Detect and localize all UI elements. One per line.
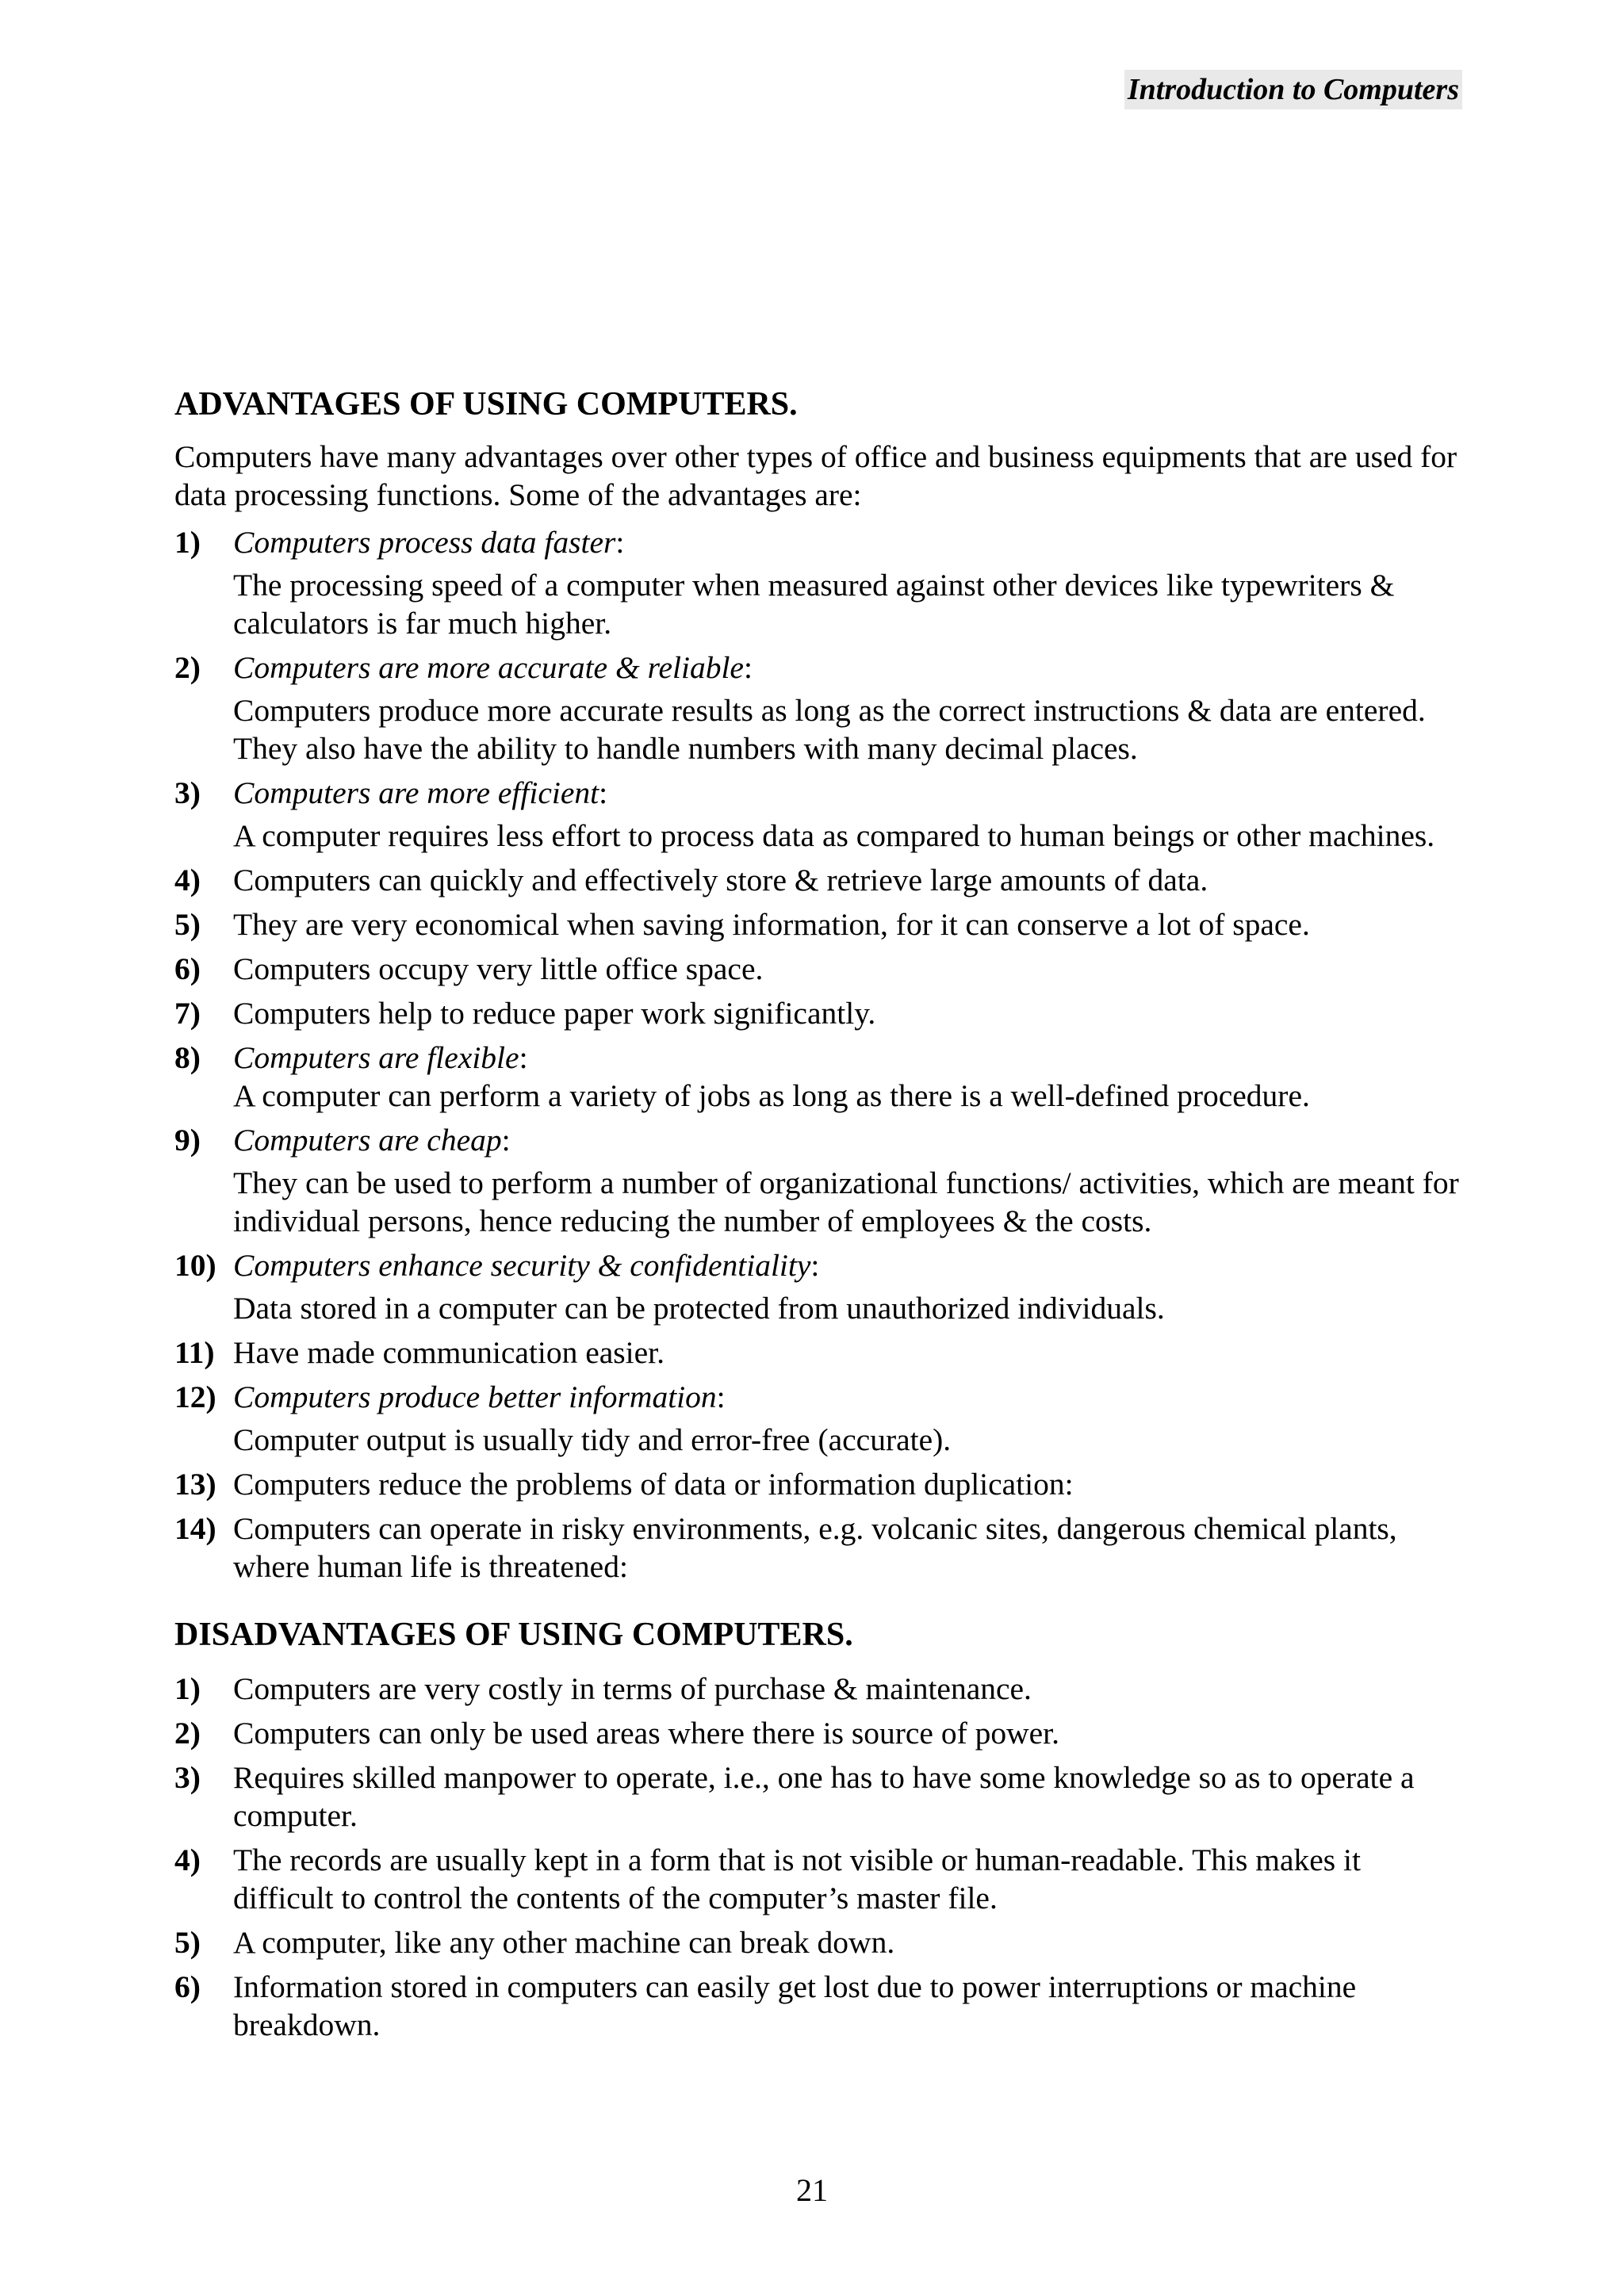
disadvantage-item-4 <box>174 1841 1467 1917</box>
item-text: They are very economical when saving information, for it can conserve a lot of space. <box>233 907 1310 942</box>
advantages-intro: Computers have many advantages over other types of office and business equipments that are used for data processing functions. Some of the advantages are: <box>174 439 1457 512</box>
advantage-item-12 <box>174 1378 1467 1459</box>
running-header-title: Introduction to Computers <box>1124 70 1462 109</box>
item-separator: : <box>743 650 753 685</box>
disadvantage-item-3 <box>174 1758 1467 1835</box>
disadvantage-item-5 <box>174 1923 1467 1961</box>
advantages-heading: ADVANTAGES OF USING COMPUTERS. <box>174 386 798 423</box>
item-number: 3) <box>174 775 201 810</box>
item-text: Computers occupy very little office space. <box>233 951 764 986</box>
advantage-item-14 <box>174 1510 1467 1586</box>
item-text: Computers can only be used areas where there is source of power. <box>233 1716 1060 1751</box>
item-text: Have made communication easier. <box>233 1335 665 1370</box>
disadvantages-list <box>174 1670 1467 2044</box>
item-text: A computer, like any other machine can break down. <box>233 1925 895 1960</box>
advantage-item-10 <box>174 1246 1467 1327</box>
item-number: 10) <box>174 1248 216 1283</box>
disadvantage-item-1 <box>174 1670 1467 1708</box>
item-text: Computers can quickly and effectively store & retrieve large amounts of data. <box>233 863 1208 897</box>
item-description: A computer requires less effort to process data as compared to human beings or other machines. <box>233 818 1435 853</box>
item-number: 3) <box>174 1760 201 1795</box>
item-separator: : <box>615 525 625 560</box>
advantage-item-5 <box>174 905 1467 943</box>
item-description: Computer output is usually tidy and error-free (accurate). <box>233 1422 952 1457</box>
item-number: 1) <box>174 525 201 560</box>
page-number: 21 <box>796 2172 828 2208</box>
advantage-item-9 <box>174 1121 1467 1240</box>
advantage-item-4 <box>174 861 1467 899</box>
advantage-item-2 <box>174 649 1467 767</box>
item-text: Requires skilled manpower to operate, i.e., one has to have some knowledge so as to operate a computer. <box>233 1760 1415 1833</box>
item-description: Computers produce more accurate results as long as the correct instructions & data are entered. They also have the ability to handle numbers with many decimal places. <box>233 693 1426 766</box>
item-title: Computers are cheap <box>233 1123 502 1158</box>
item-text: Computers can operate in risky environments, e.g. volcanic sites, dangerous chemical plants, where human life is threatened: <box>233 1511 1397 1584</box>
item-text: Information stored in computers can easily get lost due to power interruptions or machine breakdown. <box>233 1969 1357 2042</box>
page-content <box>174 382 1467 2050</box>
item-number: 11) <box>174 1335 215 1370</box>
item-separator: : <box>501 1123 511 1158</box>
item-number: 5) <box>174 1925 201 1960</box>
item-description: Data stored in a computer can be protected from unauthorized individuals. <box>233 1291 1165 1326</box>
item-number: 14) <box>174 1511 216 1546</box>
disadvantage-item-6 <box>174 1968 1467 2044</box>
item-number: 6) <box>174 951 201 986</box>
advantage-item-8 <box>174 1039 1467 1115</box>
item-title: Computers enhance security & confidentiality <box>233 1248 811 1283</box>
item-number: 2) <box>174 1716 201 1751</box>
advantage-item-1 <box>174 523 1467 642</box>
item-number: 4) <box>174 863 201 897</box>
item-title: Computers are flexible <box>233 1040 519 1075</box>
advantage-item-6 <box>174 950 1467 988</box>
item-text: The records are usually kept in a form that is not visible or human-readable. This makes it difficult to control the contents of the computer’s master file. <box>233 1843 1361 1915</box>
item-number: 6) <box>174 1969 201 2004</box>
item-number: 7) <box>174 996 201 1031</box>
item-title: Computers are more efficient <box>233 775 599 810</box>
item-number: 9) <box>174 1123 201 1158</box>
item-title: Computers are more accurate & reliable <box>233 650 744 685</box>
item-description: They can be used to perform a number of organizational functions/ activities, which are meant for individual persons, hence reducing the number of employees & the costs. <box>233 1165 1459 1238</box>
advantage-item-3 <box>174 774 1467 855</box>
advantage-item-13 <box>174 1465 1467 1503</box>
item-description: A computer can perform a variety of jobs as long as there is a well-defined procedure. <box>233 1078 1310 1113</box>
item-text: Computers help to reduce paper work significantly. <box>233 996 876 1031</box>
item-number: 2) <box>174 650 201 685</box>
item-separator: : <box>716 1380 726 1414</box>
item-number: 1) <box>174 1671 201 1706</box>
item-number: 13) <box>174 1467 216 1502</box>
item-title: Computers process data faster <box>233 525 616 560</box>
item-number: 5) <box>174 907 201 942</box>
item-number: 8) <box>174 1040 201 1075</box>
item-number: 12) <box>174 1380 216 1414</box>
item-text: Computers reduce the problems of data or information duplication: <box>233 1467 1074 1502</box>
item-separator: : <box>599 775 608 810</box>
item-text: Computers are very costly in terms of purchase & maintenance. <box>233 1671 1032 1706</box>
item-separator: : <box>810 1248 820 1283</box>
item-number: 4) <box>174 1843 201 1877</box>
disadvantages-heading: DISADVANTAGES OF USING COMPUTERS. <box>174 1617 853 1653</box>
item-description: The processing speed of a computer when measured against other devices like typewriters & calculators is far much higher. <box>233 568 1395 641</box>
item-separator: : <box>519 1040 528 1075</box>
advantage-item-11 <box>174 1334 1467 1372</box>
advantage-item-7 <box>174 994 1467 1032</box>
item-title: Computers produce better information <box>233 1380 717 1414</box>
disadvantage-item-2 <box>174 1714 1467 1752</box>
advantages-list <box>174 523 1467 1586</box>
